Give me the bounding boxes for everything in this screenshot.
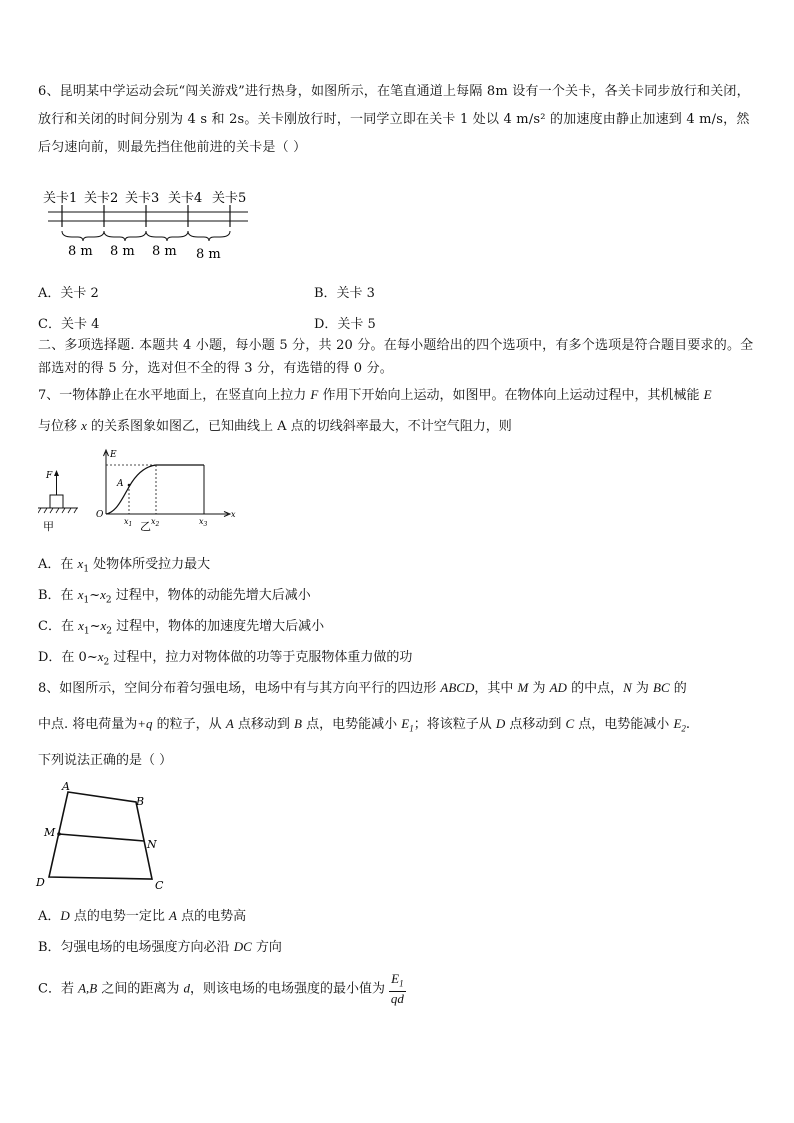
- block: [50, 495, 63, 508]
- x2-tick-label: $x_2$: [151, 517, 160, 528]
- brace-1: [62, 231, 104, 241]
- gate-5-label: 关卡5: [212, 191, 247, 206]
- min-field-fraction: $\frac{E_1}{qd}$: [390, 971, 404, 1006]
- origin-label: O: [96, 510, 104, 520]
- gate-4-label: 关卡4: [168, 191, 203, 206]
- q6-option-d: D．关卡 5: [314, 317, 376, 332]
- force-arrow-head: [54, 470, 59, 476]
- q7-option-b: B．在 $x_1\sim x_2$ 过程中，物体的动能先增大后减小: [38, 587, 311, 606]
- q8-option-a: A．D 点的电势一定比 A 点的电势高: [38, 908, 247, 924]
- spacing-3-label: 8 m: [152, 244, 177, 259]
- q7-figure: [38, 446, 238, 538]
- q6-option-b: B．关卡 3: [314, 286, 375, 301]
- q8-stem-line-2: 中点. 将电荷量为+q 的粒子，从 A 点移动到 B 点，电势能减小 $E_1$；将该粒子从 D 点移动到 C 点，电势能减小 $E_2$.: [38, 716, 691, 734]
- q7-option-c: C．在 $x_1\sim x_2$ 过程中，物体的加速度先增大后减小: [38, 618, 325, 637]
- midpoint-m-label: M: [44, 826, 56, 839]
- x-axis-label: x: [231, 510, 236, 519]
- brace-2: [104, 231, 146, 241]
- spacing-1-label: 8 m: [68, 244, 93, 259]
- e-axis-label: E: [110, 450, 117, 460]
- segment-mn: [59, 834, 144, 841]
- vertex-d-label: D: [36, 876, 45, 889]
- q7-stem-line-1: 7、一物体静止在水平地面上，在竖直向上拉力 F 作用下开始向上运动，如图甲。在物体向上运动过程中，其机械能 E: [38, 387, 712, 403]
- vertex-b-label: B: [136, 795, 145, 808]
- q6-stem: 6、昆明某中学运动会玩“闯关游戏”进行热身，如图所示，在笔直通道上每隔 8m 设有一个关卡，各关卡同步放行和关闭，放行和关闭的时间分别为 4 s 和 2s。关卡刚放行时，一同学立即在关卡 1 处以 4 m/s² 的加速度由静止加速到 4 m/s，然后匀速向前，则最先挡住他前进的关卡是（ ）: [38, 84, 750, 155]
- vertex-a-label: A: [62, 780, 70, 793]
- energy-curve: [106, 465, 156, 514]
- x3-tick-label: $x_3$: [199, 517, 208, 528]
- q8-stem-line-1: 8、如图所示，空间分布着匀强电场，电场中有与其方向平行的四边形 ABCD，其中 M 为 AD 的中点，N 为 BC 的: [38, 680, 687, 696]
- midpoint-n-label: N: [147, 838, 157, 851]
- q8-option-b: B．匀强电场的电场强度方向必沿 DC 方向: [38, 939, 282, 955]
- figure-yi-label: 乙: [140, 520, 151, 533]
- x1-tick-label: $x_1$: [124, 517, 133, 528]
- gate-3-label: 关卡3: [125, 191, 160, 206]
- ground-hatch: [38, 508, 77, 513]
- q6-option-c: C．关卡 4: [38, 317, 100, 332]
- brace-4: [188, 231, 230, 241]
- q7-option-d: D．在 $0\sim x_2$ 过程中，拉力对物体做的功等于克服物体重力做的功: [38, 649, 413, 668]
- point-a: [128, 484, 131, 487]
- q8-stem-line-3: 下列说法正确的是（ ）: [38, 753, 173, 768]
- vertex-c-label: C: [155, 879, 164, 890]
- point-a-label: A: [117, 479, 124, 489]
- gate-1-label: 关卡1: [43, 191, 78, 206]
- q7-stem-line-2: 与位移 x 的关系图象如图乙，已知曲线上 A 点的切线斜率最大，不计空气阻力，则: [38, 418, 512, 434]
- q8-option-c: C．若 A,B 之间的距离为 d，则该电场的电场强度的最小值为 $\frac{E_1}{qd}$: [38, 971, 404, 1006]
- q6-option-a: A．关卡 2: [38, 286, 99, 301]
- q6-gates-figure: [40, 185, 260, 265]
- q7-option-a: A．在 $x_1$ 处物体所受拉力最大: [38, 556, 211, 575]
- q8-quadrilateral-figure: [32, 778, 172, 890]
- section-2-instructions: 二、多项选择题. 本题共 4 小题，每小题 5 分，共 20 分。在每小题给出的四个选项中，有多个选项是符合题目要求的。全部选对的得 5 分，选对但不全的得 3 分，有选错的得 0 分。: [38, 338, 754, 376]
- spacing-2-label: 8 m: [110, 244, 135, 259]
- figure-jia-label: 甲: [43, 520, 54, 533]
- spacing-4-label: 8 m: [196, 247, 221, 262]
- point-m: [57, 832, 61, 836]
- gate-2-label: 关卡2: [84, 191, 119, 206]
- force-label: F: [46, 471, 53, 481]
- brace-3: [146, 231, 188, 241]
